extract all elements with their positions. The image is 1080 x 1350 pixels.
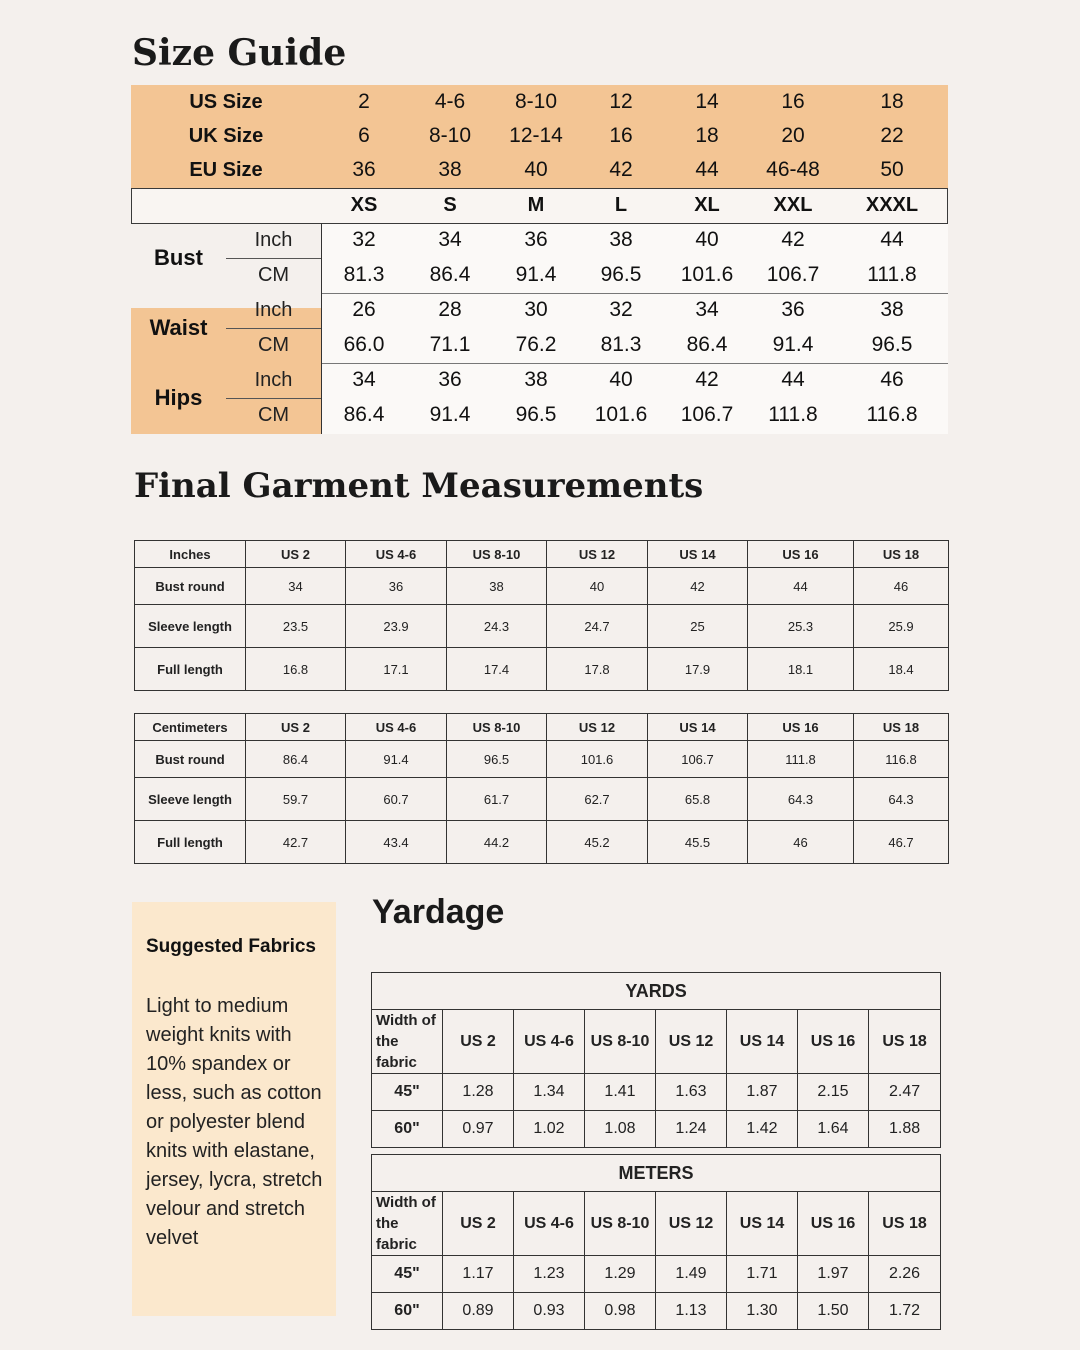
- cm-value: 106.7: [766, 263, 820, 286]
- size-column-header: US 14: [727, 1192, 798, 1256]
- cell-value: 17.8: [547, 648, 648, 691]
- header-row: [135, 541, 949, 568]
- letter-size: M: [527, 194, 545, 216]
- size-column-header: US 12: [547, 541, 648, 568]
- yardage-value: 2.15: [798, 1074, 869, 1111]
- cell-value: 23.5: [246, 605, 346, 648]
- yardage-value: 1.71: [727, 1256, 798, 1293]
- cm-value: 91.4: [772, 333, 814, 356]
- cm-value: 96.5: [871, 333, 913, 356]
- cell-value: 24.3: [447, 605, 547, 648]
- size-column-header: US 16: [798, 1010, 869, 1074]
- inch-value: 40: [609, 368, 633, 391]
- unit-header: Centimeters: [135, 714, 246, 741]
- yardage-value: 1.97: [798, 1256, 869, 1293]
- size-value: 36: [352, 158, 376, 181]
- cell-value: 17.4: [447, 648, 547, 691]
- yardage-value: 1.23: [514, 1256, 585, 1293]
- label-divider: [321, 223, 322, 434]
- inch-value: 26: [352, 298, 376, 321]
- size-column-header: US 4-6: [346, 714, 447, 741]
- garment-cm-table: [134, 713, 949, 864]
- unit-label-inch: Inch: [254, 369, 293, 391]
- size-value: 8-10: [428, 124, 472, 147]
- yardage-value: 0.93: [514, 1293, 585, 1330]
- yardage-value: 1.88: [869, 1111, 941, 1148]
- size-value: 4-6: [434, 90, 466, 113]
- inch-value: 40: [695, 228, 719, 251]
- unit-divider: [226, 258, 321, 259]
- size-value: 20: [781, 124, 805, 147]
- table-row: [135, 821, 949, 864]
- yardage-meters-table: [371, 1154, 941, 1330]
- size-system-label: US Size: [189, 91, 263, 113]
- cell-value: 17.9: [648, 648, 748, 691]
- cell-value: 46: [854, 568, 949, 605]
- cell-value: 42.7: [246, 821, 346, 864]
- measurement-label: Waist: [149, 315, 208, 340]
- cell-value: 86.4: [246, 741, 346, 778]
- yardage-value: 1.28: [443, 1074, 514, 1111]
- header-row: [372, 1192, 941, 1256]
- yardage-value: 2.47: [869, 1074, 941, 1111]
- size-column-header: US 12: [547, 714, 648, 741]
- size-value: 18: [880, 90, 904, 113]
- yardage-value: 1.24: [656, 1111, 727, 1148]
- inch-value: 38: [524, 368, 548, 391]
- table-row: [135, 648, 949, 691]
- size-value: 42: [609, 158, 633, 181]
- size-column-header: US 12: [656, 1010, 727, 1074]
- letter-size: XXL: [773, 194, 813, 216]
- cell-value: 46.7: [854, 821, 949, 864]
- cm-value: 86.4: [429, 263, 471, 286]
- size-column-header: US 18: [854, 714, 949, 741]
- size-column-header: US 2: [443, 1192, 514, 1256]
- size-column-header: US 8-10: [585, 1010, 656, 1074]
- cell-value: 18.1: [748, 648, 854, 691]
- inch-value: 32: [609, 298, 633, 321]
- size-value: 8-10: [514, 90, 558, 113]
- cm-value: 106.7: [680, 403, 734, 426]
- size-column-header: US 16: [798, 1192, 869, 1256]
- cm-value: 116.8: [866, 403, 918, 426]
- cm-value: 86.4: [686, 333, 728, 356]
- cm-value: 91.4: [429, 403, 471, 426]
- size-column-header: US 4-6: [514, 1010, 585, 1074]
- cm-value: 76.2: [515, 333, 557, 356]
- size-value: 6: [358, 124, 370, 147]
- cell-value: 65.8: [648, 778, 748, 821]
- unit-label-cm: CM: [257, 334, 290, 356]
- caption-row: [372, 1155, 941, 1192]
- cell-value: 17.1: [346, 648, 447, 691]
- size-system-label: EU Size: [189, 159, 263, 181]
- size-value: 16: [781, 90, 805, 113]
- yardage-value: 1.49: [656, 1256, 727, 1293]
- inch-value: 42: [781, 228, 805, 251]
- cm-value: 111.8: [867, 263, 917, 286]
- inch-value: 44: [781, 368, 805, 391]
- cell-value: 96.5: [447, 741, 547, 778]
- yardage-value: 1.30: [727, 1293, 798, 1330]
- inch-value: 44: [880, 228, 904, 251]
- cell-value: 46: [748, 821, 854, 864]
- row-label: Bust round: [135, 568, 246, 605]
- unit-header: Inches: [135, 541, 246, 568]
- cell-value: 61.7: [447, 778, 547, 821]
- cell-value: 44.2: [447, 821, 547, 864]
- inch-value: 34: [695, 298, 719, 321]
- cell-value: 44: [748, 568, 854, 605]
- yardage-value: 1.87: [727, 1074, 798, 1111]
- size-value: 40: [524, 158, 548, 181]
- caption-row: [372, 973, 941, 1010]
- cell-value: 45.2: [547, 821, 648, 864]
- size-column-header: US 14: [648, 714, 748, 741]
- inch-value: 46: [880, 368, 904, 391]
- width-label: Width of the fabric: [372, 1192, 443, 1256]
- fabric-width-label: 60": [372, 1293, 443, 1330]
- inch-value: 36: [438, 368, 462, 391]
- cell-value: 43.4: [346, 821, 447, 864]
- size-column-header: US 8-10: [585, 1192, 656, 1256]
- yardage-value: 1.72: [869, 1293, 941, 1330]
- size-guide-table: [131, 85, 948, 434]
- table-row: [372, 1074, 941, 1111]
- size-value: 46-48: [766, 158, 820, 181]
- inch-value: 36: [781, 298, 805, 321]
- unit-label-inch: Inch: [254, 299, 293, 321]
- size-value: 16: [609, 124, 633, 147]
- row-label: Full length: [135, 821, 246, 864]
- cell-value: 111.8: [748, 741, 854, 778]
- measurement-label: Hips: [154, 385, 203, 410]
- inch-value: 34: [438, 228, 462, 251]
- letter-size: L: [614, 194, 628, 216]
- header-row: [135, 714, 949, 741]
- cell-value: 34: [246, 568, 346, 605]
- size-column-header: US 12: [656, 1192, 727, 1256]
- unit-label-cm: CM: [257, 404, 290, 426]
- yardage-value: 1.64: [798, 1111, 869, 1148]
- fabrics-body: Light to medium weight knits with 10% spandex or less, such as cotton or polyester blend knits with elastane, jersey, lycra, stretch velour and stretch velvet: [146, 995, 323, 1249]
- unit-label-cm: CM: [257, 264, 290, 286]
- cm-value: 101.6: [680, 263, 734, 286]
- unit-label-inch: Inch: [254, 229, 293, 251]
- size-system-label: UK Size: [188, 125, 264, 147]
- cell-value: 42: [648, 568, 748, 605]
- inch-value: 38: [880, 298, 904, 321]
- cell-value: 40: [547, 568, 648, 605]
- garment-inches-table: [134, 540, 949, 691]
- unit-caption: METERS: [372, 1155, 941, 1192]
- inch-value: 34: [352, 368, 376, 391]
- cm-value: 86.4: [343, 403, 385, 426]
- yardage-value: 0.98: [585, 1293, 656, 1330]
- yardage-value: 1.41: [585, 1074, 656, 1111]
- size-column-header: US 2: [443, 1010, 514, 1074]
- size-value: 12-14: [509, 124, 563, 147]
- size-value: 38: [438, 158, 462, 181]
- cell-value: 59.7: [246, 778, 346, 821]
- unit-caption: YARDS: [372, 973, 941, 1010]
- cm-value: 81.3: [343, 263, 385, 286]
- yardage-value: 1.08: [585, 1111, 656, 1148]
- inch-value: 36: [524, 228, 548, 251]
- inch-value: 30: [524, 298, 548, 321]
- cell-value: 25: [648, 605, 748, 648]
- table-row: [135, 568, 949, 605]
- yardage-value: 1.29: [585, 1256, 656, 1293]
- size-column-header: US 4-6: [514, 1192, 585, 1256]
- yardage-value: 1.13: [656, 1293, 727, 1330]
- table-row: [372, 1256, 941, 1293]
- cm-value: 81.3: [600, 333, 642, 356]
- cell-value: 38: [447, 568, 547, 605]
- inch-value: 38: [609, 228, 633, 251]
- cm-value: 96.5: [515, 403, 557, 426]
- fabrics-heading: Suggested Fabrics: [146, 936, 316, 957]
- size-value: 2: [358, 90, 370, 113]
- suggested-fabrics-box: [132, 902, 336, 1316]
- cell-value: 25.3: [748, 605, 854, 648]
- size-column-header: US 2: [246, 714, 346, 741]
- cm-value: 66.0: [343, 333, 385, 356]
- measurement-label: Bust: [154, 245, 203, 270]
- size-value: 44: [695, 158, 719, 181]
- size-value: 18: [695, 124, 719, 147]
- yardage-value: 1.02: [514, 1111, 585, 1148]
- cell-value: 91.4: [346, 741, 447, 778]
- size-guide-title: Size Guide: [132, 32, 347, 74]
- table-row: [135, 778, 949, 821]
- unit-divider: [226, 398, 321, 399]
- cell-value: 36: [346, 568, 447, 605]
- cell-value: 45.5: [648, 821, 748, 864]
- cm-value: 96.5: [600, 263, 642, 286]
- yardage-yards-table: [371, 972, 941, 1148]
- yardage-value: 0.89: [443, 1293, 514, 1330]
- size-value: 22: [880, 124, 904, 147]
- cell-value: 64.3: [854, 778, 949, 821]
- width-label: Width of the fabric: [372, 1010, 443, 1074]
- size-column-header: US 16: [748, 541, 854, 568]
- size-column-header: US 18: [869, 1010, 941, 1074]
- table-row: [372, 1293, 941, 1330]
- cm-value: 101.6: [594, 403, 648, 426]
- yardage-value: 0.97: [443, 1111, 514, 1148]
- cell-value: 60.7: [346, 778, 447, 821]
- cell-value: 106.7: [648, 741, 748, 778]
- fabric-width-label: 60": [372, 1111, 443, 1148]
- table-row: [372, 1111, 941, 1148]
- yardage-title: Yardage: [372, 893, 505, 931]
- inch-value: 28: [438, 298, 462, 321]
- letter-size: XXXL: [865, 194, 919, 216]
- yardage-value: 1.63: [656, 1074, 727, 1111]
- row-label: Full length: [135, 648, 246, 691]
- garment-title: Final Garment Measurements: [134, 466, 704, 506]
- inch-value: 42: [695, 368, 719, 391]
- header-row: [372, 1010, 941, 1074]
- letter-size: S: [443, 194, 457, 216]
- size-value: 14: [695, 90, 719, 113]
- cm-value: 111.8: [768, 403, 818, 426]
- yardage-value: 1.34: [514, 1074, 585, 1111]
- letter-size: XL: [694, 194, 720, 216]
- cm-value: 71.1: [429, 333, 471, 356]
- size-column-header: US 2: [246, 541, 346, 568]
- table-row: [135, 605, 949, 648]
- cell-value: 24.7: [547, 605, 648, 648]
- cell-value: 18.4: [854, 648, 949, 691]
- size-column-header: US 14: [648, 541, 748, 568]
- size-column-header: US 18: [854, 541, 949, 568]
- unit-divider: [226, 328, 321, 329]
- yardage-value: 1.50: [798, 1293, 869, 1330]
- size-value: 50: [880, 158, 904, 181]
- row-label: Sleeve length: [135, 778, 246, 821]
- yardage-value: 1.42: [727, 1111, 798, 1148]
- cm-value: 91.4: [515, 263, 557, 286]
- yardage-value: 2.26: [869, 1256, 941, 1293]
- cell-value: 101.6: [547, 741, 648, 778]
- inch-value: 32: [352, 228, 376, 251]
- fabric-width-label: 45": [372, 1074, 443, 1111]
- size-column-header: US 8-10: [447, 541, 547, 568]
- fabric-width-label: 45": [372, 1256, 443, 1293]
- size-column-header: US 4-6: [346, 541, 447, 568]
- size-column-header: US 18: [869, 1192, 941, 1256]
- cell-value: 64.3: [748, 778, 854, 821]
- size-value: 12: [609, 90, 633, 113]
- yardage-value: 1.17: [443, 1256, 514, 1293]
- cell-value: 23.9: [346, 605, 447, 648]
- cell-value: 25.9: [854, 605, 949, 648]
- row-label: Bust round: [135, 741, 246, 778]
- size-column-header: US 16: [748, 714, 854, 741]
- cell-value: 116.8: [854, 741, 949, 778]
- cell-value: 62.7: [547, 778, 648, 821]
- cell-value: 16.8: [246, 648, 346, 691]
- row-label: Sleeve length: [135, 605, 246, 648]
- size-column-header: US 8-10: [447, 714, 547, 741]
- letter-size: XS: [350, 194, 378, 216]
- size-column-header: US 14: [727, 1010, 798, 1074]
- table-row: [135, 741, 949, 778]
